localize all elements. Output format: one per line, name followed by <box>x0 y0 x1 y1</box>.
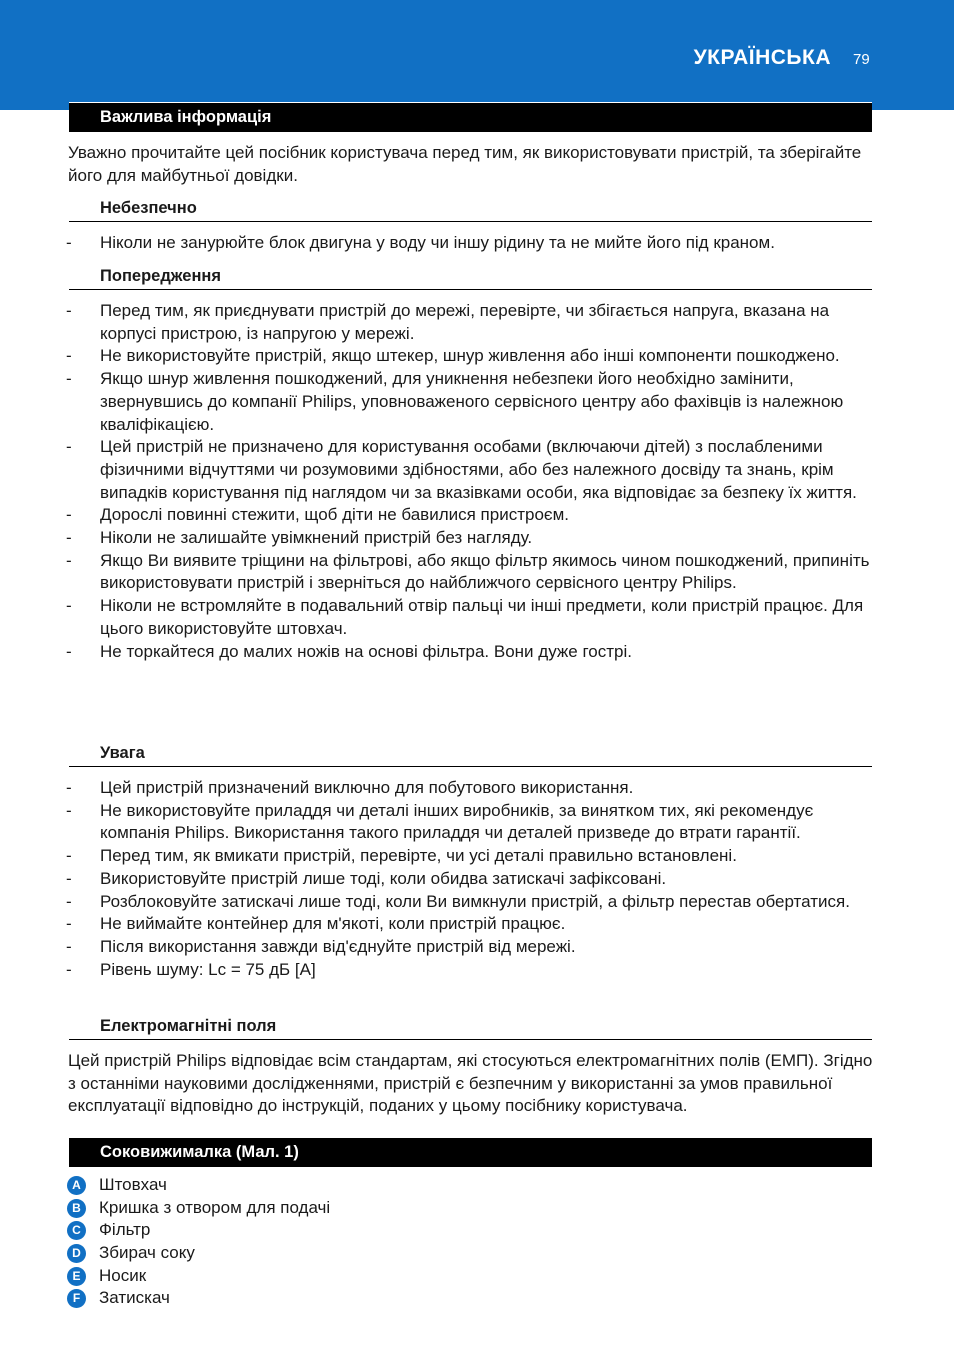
list-dash-marker: - <box>66 936 72 956</box>
page-number: 79 <box>853 51 870 68</box>
list-item-text: Не використовуйте приладдя чи деталі інших виробників, за винятком тих, які рекомендує компанія Philips. Використання такого приладдя чи деталей призведе до втрати гарантії. <box>100 800 814 843</box>
list-item <box>66 959 876 982</box>
subheading-label: Небезпечно <box>100 199 197 217</box>
list-item <box>66 527 876 550</box>
emf-paragraph: Цей пристрій Philips відповідає всім стандартам, які стосуються електромагнітних полів (ЕМП). Згідно з останніми науковими дослідженнями, пристрій є безпечним у використанні за умов правильної експлуатації відповідно до інструкцій, поданих у цьому посібнику користувача. <box>68 1051 873 1116</box>
danger-list <box>66 232 876 255</box>
list-dash-marker: - <box>66 346 72 366</box>
intro-paragraph: Уважно прочитайте цей посібник користувача перед тим, як використовувати пристрій, та зберігайте його для майбутньої довідки. <box>68 143 862 185</box>
list-item-text: Після використання завжди від'єднуйте пристрій від мережі. <box>100 936 576 956</box>
list-item-text: Дорослі повинні стежити, щоб діти не бавилися пристроєм. <box>100 505 569 525</box>
list-item-text: Цей пристрій не призначено для користування особами (включаючи дітей) з послабленими фізичними відчуттями чи розумовими здібностями, або без належного досвіду та знань, крім випадків користування під наглядом чи за вказівками особи, яка відповідає за безпеку їх життя. <box>100 437 857 502</box>
list-item <box>66 368 876 436</box>
caution-list <box>66 777 876 981</box>
list-dash-marker: - <box>66 233 72 252</box>
part-name: Збирач соку <box>99 1243 195 1263</box>
subheading-emf <box>69 1017 872 1040</box>
header-bar <box>0 0 954 110</box>
subheading-caution <box>69 744 872 767</box>
list-item <box>66 913 876 936</box>
subheading-warning <box>69 267 872 290</box>
list-item-text: Якщо шнур живлення пошкоджений, для уникнення небезпеки його необхідно замінити, звернувшись до компанії Philips, уповноваженого сервісного центру або фахівців із належною кваліфікацією. <box>100 369 844 434</box>
part-item <box>67 1174 330 1197</box>
list-item-text: Цей пристрій призначений виключно для побутового використання. <box>100 778 634 797</box>
list-item <box>66 436 876 504</box>
list-item-text: Ніколи не встромляйте в подавальний отвір пальці чи інші предмети, коли пристрій працює. Для цього використовуйте штовхач. <box>100 596 864 638</box>
list-dash-marker: - <box>66 596 72 616</box>
list-dash-marker: - <box>66 778 72 797</box>
part-item <box>67 1219 330 1242</box>
part-letter-badge: D <box>67 1244 86 1263</box>
list-item-text: Перед тим, як вмикати пристрій, перевірте, чи усі деталі правильно встановлені. <box>100 846 737 866</box>
section-title: Соковижималка (Мал. 1) <box>100 1143 299 1161</box>
list-dash-marker: - <box>66 914 72 934</box>
list-dash-marker: - <box>66 846 72 866</box>
section-title: Важлива інформація <box>100 108 272 126</box>
list-item-text: Ніколи не залишайте увімкнений пристрій без нагляду. <box>100 528 533 548</box>
list-dash-marker: - <box>66 800 72 820</box>
parts-list <box>67 1174 330 1310</box>
part-item <box>67 1265 330 1288</box>
list-item-text: Розблоковуйте затискачі лише тоді, коли Ви вимкнули пристрій, а фільтр перестав обертатися. <box>100 891 850 911</box>
list-item-text: Рівень шуму: Lc = 75 дБ [A] <box>100 959 316 979</box>
subheading-danger <box>69 199 872 222</box>
list-dash-marker: - <box>66 437 72 457</box>
section-juicer <box>69 1137 872 1167</box>
list-item <box>66 504 876 527</box>
list-item <box>66 800 876 845</box>
part-item <box>67 1287 330 1310</box>
subheading-label: Попередження <box>100 267 222 285</box>
list-item-text: Ніколи не занурюйте блок двигуна у воду чи іншу рідину та не мийте його під краном. <box>100 233 775 252</box>
part-letter-badge: C <box>67 1221 86 1240</box>
list-item <box>66 868 876 891</box>
list-dash-marker: - <box>66 550 72 570</box>
list-item-text: Використовуйте пристрій лише тоді, коли обидва затискачі зафіксовані. <box>100 868 667 888</box>
list-dash-marker: - <box>66 641 72 661</box>
part-name: Кришка з отвором для подачі <box>99 1197 331 1217</box>
part-name: Штовхач <box>99 1175 167 1194</box>
part-name: Фільтр <box>99 1220 151 1240</box>
list-dash-marker: - <box>66 369 72 389</box>
list-item <box>66 550 876 595</box>
part-letter-badge: A <box>67 1176 86 1195</box>
list-item <box>66 345 876 368</box>
section-important-info <box>69 102 872 132</box>
list-item <box>66 641 876 664</box>
subheading-label: Увага <box>100 744 145 762</box>
list-item <box>66 891 876 914</box>
list-item <box>66 845 876 868</box>
list-item <box>66 777 876 800</box>
list-item-text: Перед тим, як приєднувати пристрій до мережі, перевірте, чи збігається напруга, вказана на корпусі пристрою, із напругою у мережі. <box>100 301 830 343</box>
list-dash-marker: - <box>66 301 72 320</box>
part-name: Затискач <box>99 1288 170 1308</box>
list-item <box>66 595 876 640</box>
list-item-text: Не використовуйте пристрій, якщо штекер, шнур живлення або інші компоненти пошкоджено. <box>100 346 840 366</box>
part-letter-badge: B <box>67 1199 86 1218</box>
warning-list <box>66 300 876 663</box>
list-item <box>66 936 876 959</box>
list-item <box>66 300 876 345</box>
list-dash-marker: - <box>66 505 72 525</box>
part-letter-badge: E <box>67 1267 86 1286</box>
list-item-text: Не виймайте контейнер для м'якоті, коли пристрій працює. <box>100 914 566 934</box>
language-title: УКРАЇНСЬКА <box>693 46 831 69</box>
subheading-label: Електромагнітні поля <box>100 1017 277 1035</box>
list-item <box>66 232 876 255</box>
part-item <box>67 1242 330 1265</box>
list-dash-marker: - <box>66 528 72 548</box>
list-dash-marker: - <box>66 959 72 979</box>
part-name: Носик <box>99 1265 147 1285</box>
part-item <box>67 1197 330 1220</box>
list-item-text: Не торкайтеся до малих ножів на основі фільтра. Вони дуже гострі. <box>100 641 632 661</box>
list-item-text: Якщо Ви виявите тріщини на фільтрові, або якщо фільтр якимось чином пошкоджений, припиніть використовувати пристрій і зверніться до найближчого сервісного центру Philips. <box>100 550 870 593</box>
list-dash-marker: - <box>66 891 72 911</box>
part-letter-badge: F <box>67 1289 86 1308</box>
list-dash-marker: - <box>66 868 72 888</box>
